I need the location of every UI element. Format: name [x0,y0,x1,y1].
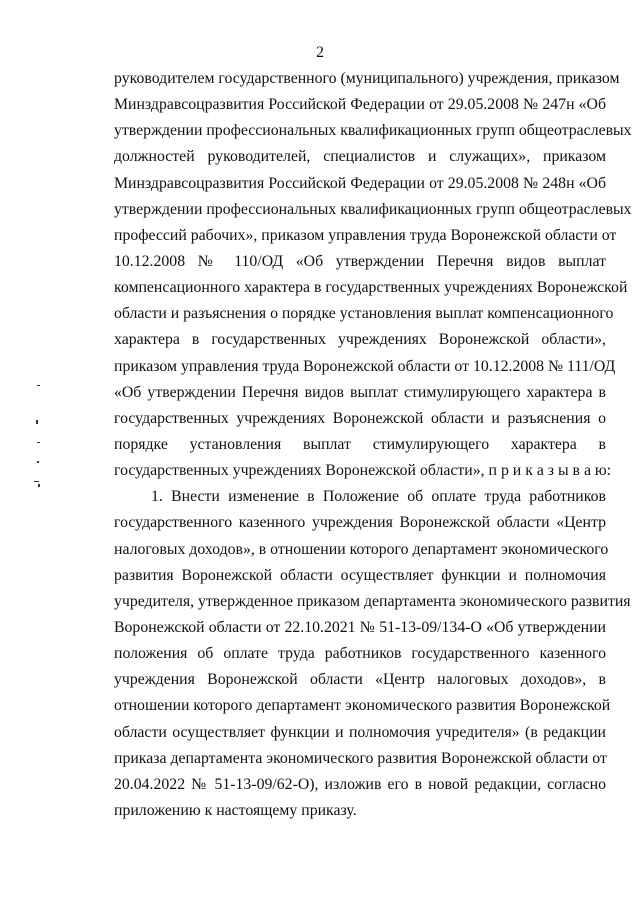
text-line-last: приложению к настоящему приказу. [114,801,357,819]
text-line: развития Воронежской области осуществляет функции и полномочия [114,566,606,584]
text-line: Воронежской области от 22.10.2021 № 51-13-09/134-О «Об утверждении [114,618,606,636]
text-line: утверждении профессиональных квалификационных групп общеотраслевых [114,122,632,140]
text-line: профессий рабочих», приказом управления труда Воронежской области от [114,226,617,244]
text-line: области осуществляет функции и полномочия учредителя» (в редакции [114,723,606,741]
text-line: утверждении профессиональных квалификационных групп общеотраслевых [114,200,632,218]
text-line: налоговых доходов», в отношении которого департамент экономического [114,540,609,558]
text-line: порядке установления выплат стимулирующего характера в [114,435,606,453]
scan-speck [38,484,40,487]
page-number: 2 [316,44,324,61]
scan-speck [37,461,39,463]
text-line: государственных учреждениях Воронежской области», п р и к а з ы в а ю: [114,462,612,480]
text-line: учреждения Воронежской области «Центр налоговых доходов», в [114,671,606,689]
text-line: государственного казенного учреждения Воронежской области «Центр [114,514,606,532]
scan-speck [36,420,38,424]
text-line: приказа департамента экономического развития Воронежской области от [114,749,607,767]
text-line: должностей руководителей, специалистов и служащих», приказом [114,148,606,166]
text-line: отношении которого департамент экономического развития Воронежской [114,697,611,715]
text-line: положения об оплате труда работников государственного казенного [114,645,606,663]
text-line: компенсационного характера в государственных учреждениях Воронежской [114,279,628,297]
text-line: руководителем государственного (муниципального) учреждения, приказом [114,70,620,87]
text-line: Минздравсоцразвития Российской Федерации от 29.05.2008 № 247н «Об [114,96,606,114]
scan-speck [34,481,39,482]
text-line: характера в государственных учреждениях Воронежской области», [114,331,606,349]
text-line: приказом управления труда Воронежской области от 10.12.2008 № 111/ОД [114,357,616,375]
scan-speck [37,385,40,386]
text-line: учредителя, утвержденное приказом департамента экономического развития [114,592,631,610]
text-line: государственных учреждениях Воронежской области и разъяснения о [114,409,606,427]
text-line: 10.12.2008 № 110/ОД «Об утверждении Перечня видов выплат [114,252,606,270]
text-line: 20.04.2022 № 51-13-09/62-О), изложив его в новой редакции, согласно [114,775,606,793]
order-text [114,66,632,824]
paragraph-first-line: 1. Внести изменение в Положение об оплате труда работников [151,488,606,506]
text-line: области и разъяснения о порядке установления выплат компенсационного [114,305,614,323]
scan-speck [37,442,40,443]
text-line: «Об утверждении Перечня видов выплат стимулирующего характера в [114,383,606,401]
text-line: Минздравсоцразвития Российской Федерации от 29.05.2008 № 248н «Об [114,174,606,192]
